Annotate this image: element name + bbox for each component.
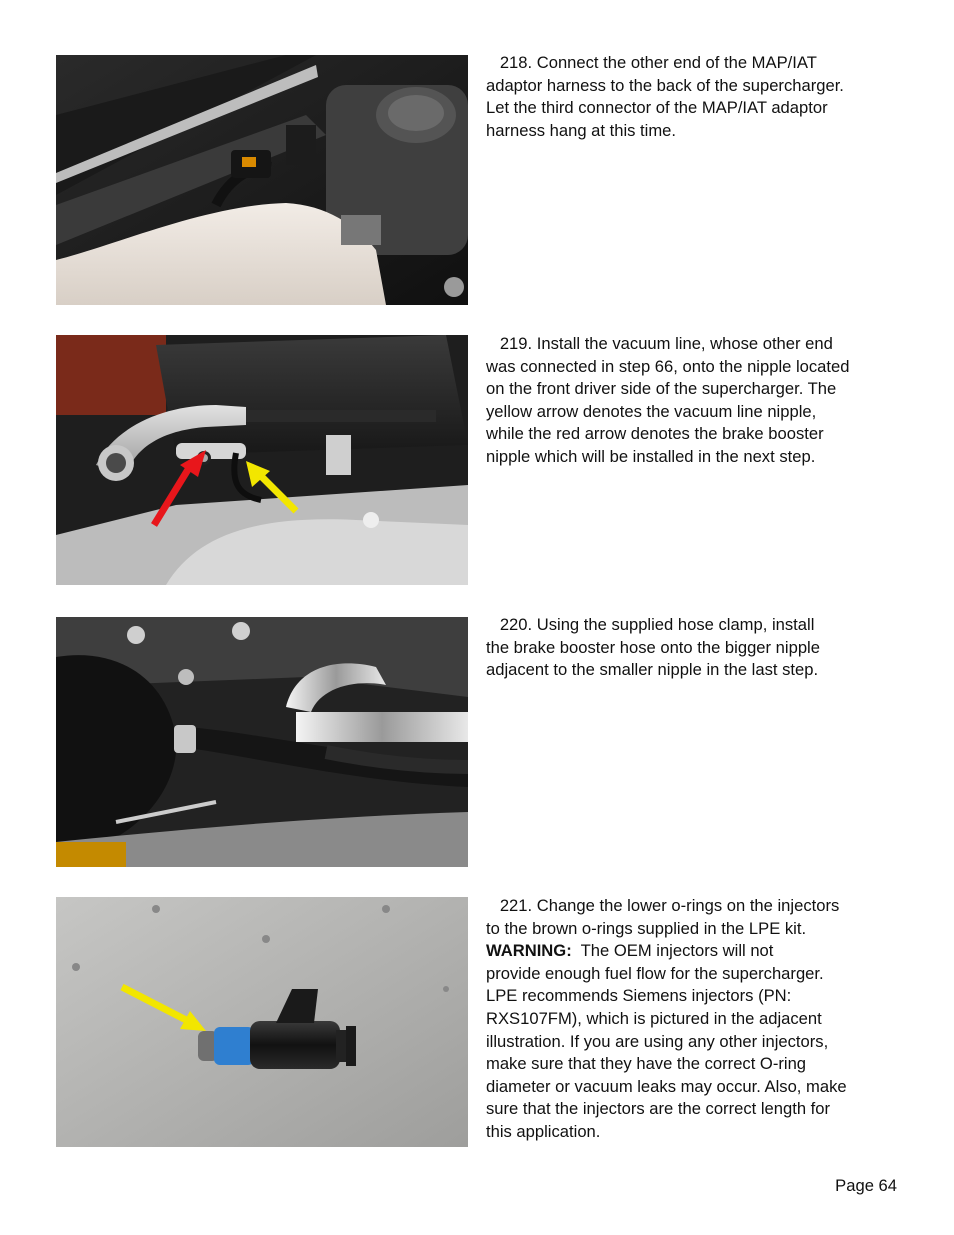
photo-injector	[56, 897, 468, 1147]
page-number: Page 64	[835, 1176, 897, 1195]
text-line: while the red arrow denotes the brake booster	[486, 424, 824, 444]
text-line: the brake booster hose onto the bigger nipple	[486, 637, 820, 657]
text-line: diameter or vacuum leaks may occur. Also, make	[486, 1076, 847, 1096]
warning-label: WARNING:	[486, 941, 572, 961]
text-line: was connected in step 66, onto the nipple located	[486, 356, 850, 376]
text-line: adaptor harness to the back of the supercharger.	[486, 75, 844, 95]
text-line: harness hang at this time.	[486, 120, 677, 140]
text-line: 219. Install the vacuum line, whose other end	[486, 334, 833, 353]
warning-line	[486, 940, 906, 963]
text-line: Let the third connector of the MAP/IAT adaptor	[486, 98, 828, 118]
engine-photo-3	[56, 617, 468, 867]
text-line: LPE recommends Siemens injectors (PN:	[486, 986, 792, 1006]
text-line: illustration. If you are using any other injectors,	[486, 1031, 829, 1051]
text-line: yellow arrow denotes the vacuum line nipple,	[486, 401, 817, 421]
text-line: 218. Connect the other end of the MAP/IAT	[486, 53, 817, 72]
engine-photo-1	[56, 55, 468, 305]
text-line: RXS107FM), which is pictured in the adjacent	[486, 1008, 822, 1028]
photo-map-iat-harness	[56, 55, 468, 305]
text-line: 221. Change the lower o-rings on the injectors	[486, 896, 840, 915]
text-line: 220. Using the supplied hose clamp, install	[486, 615, 815, 634]
text-line: sure that the injectors are the correct length for	[486, 1099, 831, 1119]
text-line: this application.	[486, 1121, 601, 1141]
text-line: provide enough fuel flow for the supercharger.	[486, 963, 824, 983]
step-221-text	[486, 895, 906, 1144]
injector-photo	[56, 897, 468, 1147]
text-line: adjacent to the smaller nipple in the last step.	[486, 660, 819, 680]
photo-brake-booster-hose	[56, 617, 468, 867]
text-line: nipple which will be installed in the next step.	[486, 446, 816, 466]
text-line: make sure that they have the correct O-ring	[486, 1054, 807, 1074]
photo-vacuum-line	[56, 335, 468, 585]
warning-text: The OEM injectors will not	[571, 941, 774, 961]
step-218-text	[486, 52, 906, 142]
step-220-text	[486, 614, 906, 682]
step-219-text	[486, 333, 906, 469]
engine-photo-2	[56, 335, 468, 585]
text-line: on the front driver side of the supercharger. The	[486, 379, 837, 399]
text-line: to the brown o-rings supplied in the LPE kit.	[486, 918, 807, 938]
